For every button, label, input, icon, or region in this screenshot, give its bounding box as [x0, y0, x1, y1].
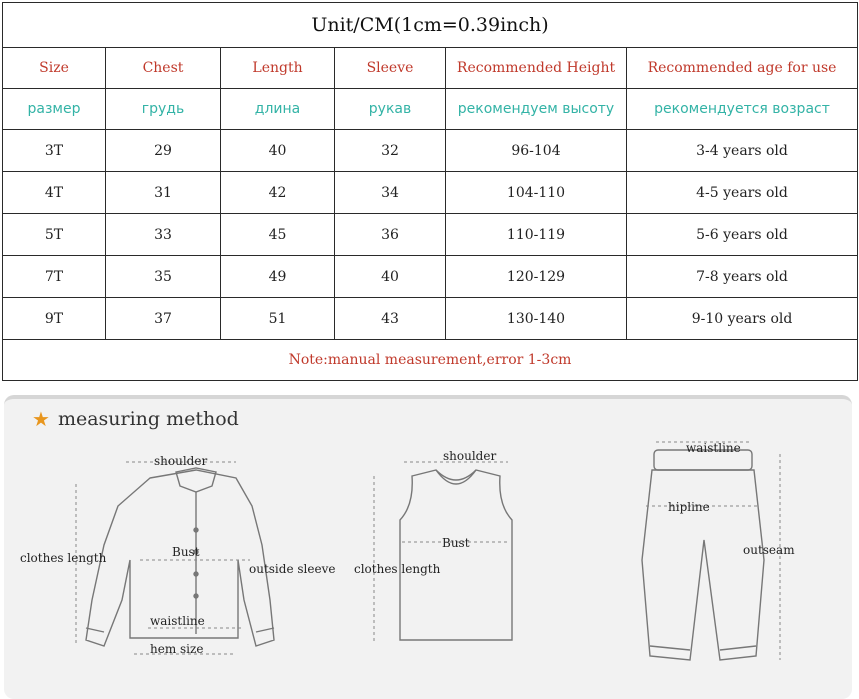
cell-height: 104-110 — [446, 172, 627, 214]
cell-length: 45 — [221, 214, 335, 256]
cell-size: 7T — [3, 256, 106, 298]
shirt-waistline-label: waistline — [150, 614, 205, 628]
cell-age: 5-6 years old — [627, 214, 858, 256]
vest-clothes-length-label: clothes length — [354, 562, 441, 576]
cell-height: 110-119 — [446, 214, 627, 256]
cell-height: 130-140 — [446, 298, 627, 340]
shirt-clothes-length-label: clothes length — [20, 551, 107, 565]
vest-bust-label: Bust — [442, 536, 470, 550]
star-icon: ★ — [32, 407, 50, 431]
shirt-bust-label: Bust — [172, 545, 200, 559]
shirt-hem-size-label: hem size — [150, 642, 204, 656]
cell-sleeve: 36 — [335, 214, 446, 256]
cell-chest: 35 — [106, 256, 221, 298]
measurement-note: Note:manual measurement,error 1-3cm — [3, 340, 858, 381]
header-height-ru: рекомендуем высоту — [446, 89, 627, 130]
cell-chest: 29 — [106, 130, 221, 172]
shirt-outside-sleeve-label: outside sleeve — [249, 562, 336, 576]
cell-sleeve: 34 — [335, 172, 446, 214]
header-length: Length — [221, 48, 335, 89]
cell-length: 51 — [221, 298, 335, 340]
header-sleeve: Sleeve — [335, 48, 446, 89]
pants-waistline-label: waistline — [686, 441, 741, 455]
cell-sleeve: 40 — [335, 256, 446, 298]
cell-height: 120-129 — [446, 256, 627, 298]
cell-size: 5T — [3, 214, 106, 256]
vest-shoulder-label: shoulder — [443, 449, 497, 463]
cell-chest: 31 — [106, 172, 221, 214]
cell-length: 49 — [221, 256, 335, 298]
cell-age: 4-5 years old — [627, 172, 858, 214]
cell-age: 7-8 years old — [627, 256, 858, 298]
header-age: Recommended age for use — [627, 48, 858, 89]
cell-chest: 33 — [106, 214, 221, 256]
measuring-method-title: measuring method — [57, 408, 239, 430]
pants-outseam-label: outseam — [743, 543, 795, 557]
cell-length: 42 — [221, 172, 335, 214]
header-height: Recommended Height — [446, 48, 627, 89]
header-size: Size — [3, 48, 106, 89]
cell-size: 9T — [3, 298, 106, 340]
header-chest-ru: грудь — [106, 89, 221, 130]
cell-size: 3T — [3, 130, 106, 172]
header-sleeve-ru: рукав — [335, 89, 446, 130]
header-length-ru: длина — [221, 89, 335, 130]
header-size-ru: размер — [3, 89, 106, 130]
cell-age: 9-10 years old — [627, 298, 858, 340]
table-title: Unit/CM(1cm=0.39inch) — [3, 3, 858, 48]
cell-chest: 37 — [106, 298, 221, 340]
cell-size: 4T — [3, 172, 106, 214]
header-age-ru: рекомендуется возраст — [627, 89, 858, 130]
cell-length: 40 — [221, 130, 335, 172]
header-chest: Chest — [106, 48, 221, 89]
cell-height: 96-104 — [446, 130, 627, 172]
cell-sleeve: 43 — [335, 298, 446, 340]
shirt-shoulder-label: shoulder — [154, 454, 208, 468]
cell-sleeve: 32 — [335, 130, 446, 172]
cell-age: 3-4 years old — [627, 130, 858, 172]
vest-diagram — [400, 470, 512, 640]
pants-hipline-label: hipline — [668, 500, 710, 514]
